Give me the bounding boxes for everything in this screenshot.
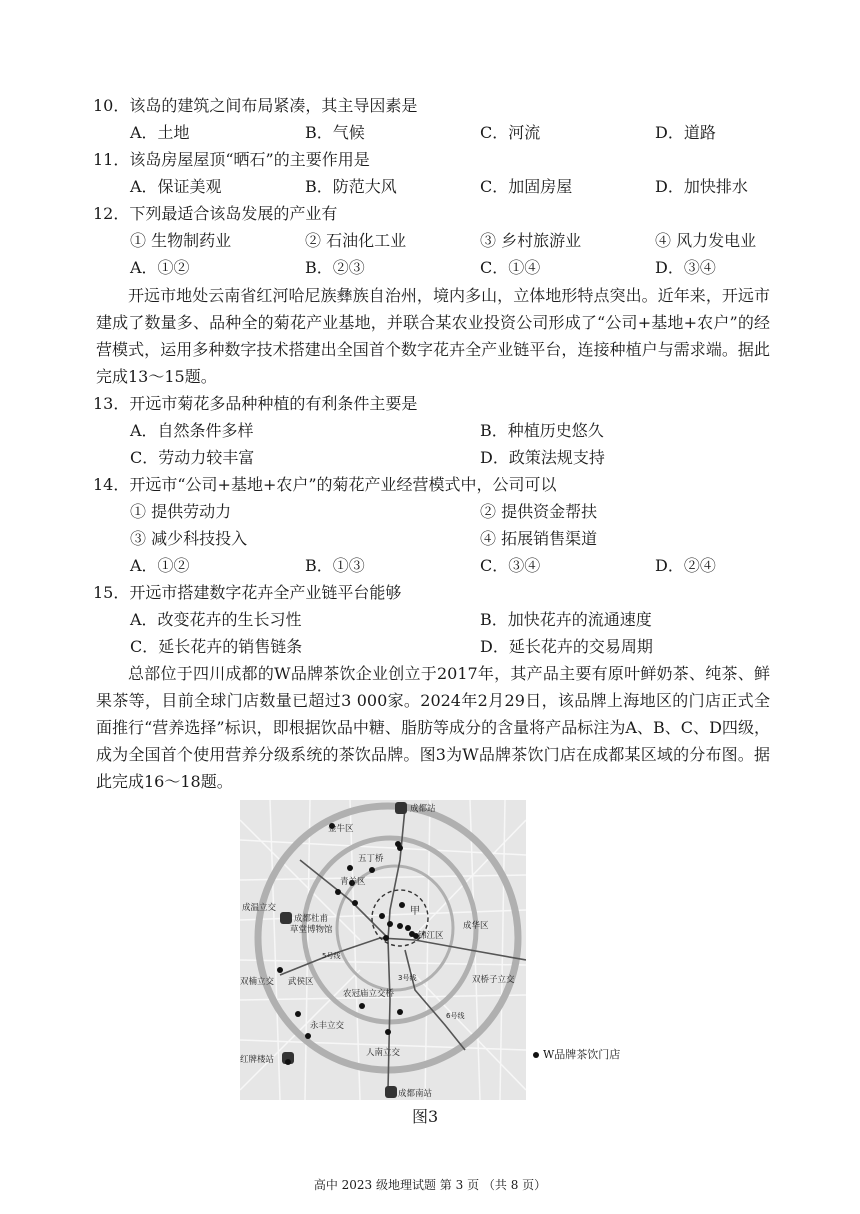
map-legend [533, 1046, 620, 1062]
label-yongfeng: 永丰立交 [310, 1021, 345, 1031]
store-dot [405, 925, 411, 931]
label-line5: 5号线 [322, 952, 341, 960]
q15-option-c: C．延长花卉的销售链条 [130, 637, 303, 656]
store-dot-icon [533, 1052, 539, 1058]
label-line3: 3号线 [398, 974, 417, 982]
q12-option-d: D．③④ [655, 258, 716, 277]
label-chengwen: 成温立交 [242, 903, 277, 913]
label-dufu-2: 草堂博物馆 [290, 925, 333, 935]
q11-option-b: B．防范大风 [305, 177, 397, 196]
store-dot [385, 1029, 391, 1035]
q11-option-a: A．保证美观 [130, 177, 222, 196]
q14-item-3: ③ 减少科技投入 [130, 529, 248, 548]
q12-option-c: C．①④ [480, 258, 541, 277]
label-rennan: 人南立交 [366, 1048, 401, 1058]
store-dot [295, 1011, 301, 1017]
figure-caption: 图3 [412, 1107, 439, 1126]
q12-option-a: A．①② [130, 258, 190, 277]
label-jinniu: 金牛区 [328, 824, 354, 834]
label-chengdu-south: 成都南站 [398, 1089, 433, 1099]
store-dot [399, 902, 405, 908]
q10-option-a: A．土地 [130, 123, 190, 142]
label-wuhou: 武侯区 [288, 977, 314, 987]
q10-stem: 10．该岛的建筑之间布局紧凑，其主导因素是 [93, 96, 418, 115]
q10-option-c: C．河流 [480, 123, 541, 142]
passage-kaiyuan: 开远市地处云南省红河哈尼族彝族自治州，境内多山，立体地形特点突出。近年来，开远市建成了数量多、品种全的菊花产业基地，并联合某农业投资公司形成了“公司+基地+农户”的经营模式，运用多种数字技术搭建出全国首个数字花卉全产业链平台，连接种植户与需求端。据此完成13～15题。 [96, 286, 770, 386]
page-footer: 高中 2023 级地理试题 第 3 页 （共 8 页） [313, 1178, 547, 1192]
q13-stem: 13．开远市菊花多品种种植的有利条件主要是 [93, 394, 418, 413]
store-dot [397, 845, 403, 851]
store-dot [397, 1009, 403, 1015]
store-dot [305, 1033, 311, 1039]
chengdu-store-map [240, 800, 526, 1100]
q12-item-3: ③ 乡村旅游业 [480, 231, 582, 250]
q14-option-c: C．③④ [480, 556, 541, 575]
label-shuangnan: 双楠立交 [240, 977, 275, 987]
q15-option-b: B．加快花卉的流通速度 [480, 610, 652, 629]
q15-option-d: D．延长花卉的交易周期 [480, 637, 653, 656]
store-dot [379, 913, 385, 919]
q12-item-1: ① 生物制药业 [130, 231, 232, 250]
store-dot [387, 921, 393, 927]
q13-option-a: A．自然条件多样 [130, 421, 254, 440]
label-qingyang: 青羊区 [340, 877, 366, 887]
q12-stem: 12．下列最适合该岛发展的产业有 [93, 204, 338, 223]
label-jia: 甲 [410, 906, 420, 917]
store-dot [347, 865, 353, 871]
q12-item-2: ② 石油化工业 [305, 231, 407, 250]
q11-option-c: C．加固房屋 [480, 177, 573, 196]
store-dot [397, 923, 403, 929]
label-dufu: 成都杜甫 [294, 914, 329, 924]
label-hongpai: 红牌楼站 [240, 1055, 275, 1065]
q12-item-4: ④ 风力发电业 [655, 231, 757, 250]
q15-stem: 15．开远市搭建数字花卉全产业链平台能够 [93, 583, 402, 602]
legend-label: W品牌茶饮门店 [543, 1048, 621, 1061]
q14-item-2: ② 提供资金帮扶 [480, 502, 598, 521]
q14-stem: 14．开远市“公司+基地+农户”的菊花产业经营模式中，公司可以 [93, 475, 557, 494]
label-line6: 6号线 [446, 1012, 465, 1020]
q14-option-a: A．①② [130, 556, 190, 575]
q10-option-b: B．气候 [305, 123, 365, 142]
q14-option-b: B．①③ [305, 556, 365, 575]
q15-option-a: A．改变花卉的生长习性 [130, 610, 302, 629]
label-wudingqiao: 五丁桥 [358, 854, 384, 864]
q11-stem: 11．该岛房屋屋顶“晒石”的主要作用是 [93, 150, 370, 169]
store-dot [352, 900, 358, 906]
label-shuangqiaozi: 双桥子立交 [472, 975, 515, 985]
label-jinjiang: 锦江区 [418, 931, 444, 941]
store-dot [285, 1059, 291, 1065]
label-chenghua: 成华区 [463, 921, 489, 931]
q14-item-1: ① 提供劳动力 [130, 502, 232, 521]
store-dot [359, 1003, 365, 1009]
q14-item-4: ④ 拓展销售渠道 [480, 529, 598, 548]
store-dot [335, 889, 341, 895]
label-chengdu-station: 成都站 [410, 804, 436, 814]
store-dot [369, 867, 375, 873]
q14-option-d: D．②④ [655, 556, 716, 575]
q13-option-c: C．劳动力较丰富 [130, 448, 255, 467]
q11-option-d: D．加快排水 [655, 177, 748, 196]
store-dot [277, 967, 283, 973]
q12-option-b: B．②③ [305, 258, 365, 277]
q13-option-d: D．政策法规支持 [480, 448, 605, 467]
passage-tea-brand: 总部位于四川成都的W品牌茶饮企业创立于2017年，其产品主要有原叶鲜奶茶、纯茶、鲜果茶等，目前全球门店数量已超过3 000家。2024年2月29日，该品牌上海地区的门店正式全面推行“营养选择”标识，即根据饮品中糖、脂肪等成分的含量将产品标注为A、B、C、D四级，成为全国首个使用营养分级系统的茶饮品牌。图3为W品牌茶饮门店在成都某区域的分布图。据此完成16～18题。 [96, 664, 770, 791]
q10-option-d: D．道路 [655, 123, 716, 142]
store-dot [383, 935, 389, 941]
label-nongguan: 农冠庙立交桥 [343, 989, 395, 999]
q13-option-b: B．种植历史悠久 [480, 421, 604, 440]
